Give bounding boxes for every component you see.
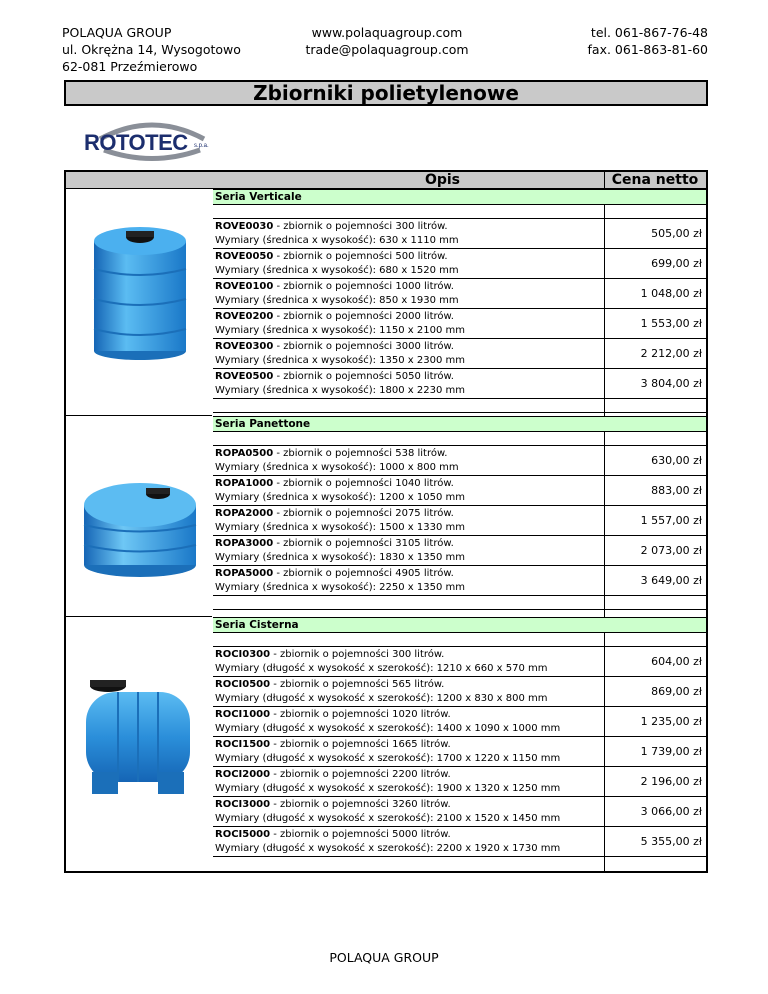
website-link[interactable]: www.polaquagroup.com [311,25,463,40]
product-code: ROCI1000 [215,709,271,720]
product-price: 3 649,00 zł [640,574,702,587]
product-price: 2 073,00 zł [640,544,702,557]
product-description [215,828,603,856]
logo-brand: ROTOTEC [84,130,188,155]
fax-number: fax. 061-863-81-60 [587,42,708,57]
product-price: 1 557,00 zł [640,514,702,527]
table-row [213,506,706,536]
product-description [215,477,603,505]
product-code: ROVE0050 [215,251,274,262]
product-description [215,340,603,368]
product-capacity: - zbiornik o pojemności 2075 litrów. [273,508,454,519]
product-code: ROPA1000 [215,478,274,489]
product-price: 1 553,00 zł [640,317,702,330]
product-price: 5 355,00 zł [640,835,702,848]
company-name: POLAQUA GROUP [62,25,172,40]
product-dimensions: Wymiary (długość x wysokość x szerokość): 1700 x 1220 x 1150 mm [215,753,561,764]
spacer-row [213,857,706,871]
product-price: 883,00 zł [651,484,702,497]
product-capacity: - zbiornik o pojemności 500 litrów. [273,251,448,262]
table-row [213,827,706,857]
product-capacity: - zbiornik o pojemności 565 litrów. [270,679,445,690]
phone-number: tel. 061-867-76-48 [590,25,708,40]
product-capacity: - zbiornik o pojemności 1665 litrów. [270,739,451,750]
product-dimensions: Wymiary (długość x wysokość x szerokość): 1400 x 1090 x 1000 mm [215,723,561,734]
spacer-row [213,596,706,610]
product-dimensions: Wymiary (średnica x wysokość): 1500 x 1330 mm [215,522,465,533]
product-dimensions: Wymiary (długość x wysokość x szerokość): 2100 x 1520 x 1450 mm [215,813,561,824]
table-row [213,737,706,767]
product-capacity: - zbiornik o pojemności 2200 litrów. [270,769,451,780]
table-row [213,767,706,797]
product-dimensions: Wymiary (średnica x wysokość): 2250 x 1350 mm [215,582,465,593]
table-row [213,707,706,737]
cisterna-tank-image [66,617,212,873]
product-code: ROPA2000 [215,508,274,519]
product-description [215,798,603,826]
product-code: ROVE0200 [215,311,274,322]
table-row [213,566,706,596]
product-code: ROPA5000 [215,568,274,579]
table-row [213,219,706,249]
price-table [64,170,708,873]
product-code: ROCI0500 [215,679,271,690]
product-price: 1 235,00 zł [640,715,702,728]
series-heading: Seria Panettone [213,416,706,432]
product-code: ROVE0300 [215,341,274,352]
product-capacity: - zbiornik o pojemności 2000 litrów. [273,311,454,322]
product-dimensions: Wymiary (długość x wysokość x szerokość): 1900 x 1320 x 1250 mm [215,783,561,794]
series-heading: Seria Verticale [213,189,706,205]
company-address [62,24,241,75]
email-link[interactable]: trade@polaquagroup.com [305,42,469,57]
product-capacity: - zbiornik o pojemności 300 litrów. [270,649,445,660]
product-description [215,648,603,676]
product-capacity: - zbiornik o pojemności 538 litrów. [273,448,448,459]
logo-suffix: s.p.a. [194,143,209,149]
product-description [215,708,603,736]
spacer-row [213,633,706,647]
product-capacity: - zbiornik o pojemności 1040 litrów. [273,478,454,489]
table-row [213,249,706,279]
product-price: 630,00 zł [651,454,702,467]
product-description [215,537,603,565]
product-code: ROCI2000 [215,769,271,780]
product-dimensions: Wymiary (średnica x wysokość): 1000 x 800 mm [215,462,459,473]
product-code: ROCI1500 [215,739,271,750]
product-price: 1 739,00 zł [640,745,702,758]
table-row [213,476,706,506]
column-header-description: Opis [424,172,460,188]
rototec-logo [82,117,222,165]
product-dimensions: Wymiary (długość x wysokość x szerokość): 2200 x 1920 x 1730 mm [215,843,561,854]
product-description [215,250,603,278]
table-row [213,309,706,339]
product-description [215,280,603,308]
product-code: ROCI0300 [215,649,271,660]
product-price: 3 804,00 zł [640,377,702,390]
product-price: 604,00 zł [651,655,702,668]
product-code: ROPA0500 [215,448,274,459]
product-capacity: - zbiornik o pojemności 300 litrów. [273,221,448,232]
product-description [215,507,603,535]
product-capacity: - zbiornik o pojemności 3260 litrów. [270,799,451,810]
product-dimensions: Wymiary (średnica x wysokość): 1800 x 2230 mm [215,385,465,396]
web-contact [302,24,472,58]
product-dimensions: Wymiary (średnica x wysokość): 680 x 1520 mm [215,265,459,276]
product-capacity: - zbiornik o pojemności 1020 litrów. [270,709,451,720]
series-heading: Seria Cisterna [213,617,706,633]
product-capacity: - zbiornik o pojemności 4905 litrów. [273,568,454,579]
product-price: 2 212,00 zł [640,347,702,360]
product-code: ROVE0500 [215,371,274,382]
table-row [213,339,706,369]
table-row [213,677,706,707]
product-description [215,678,603,706]
product-dimensions: Wymiary (długość x wysokość x szerokość): 1200 x 830 x 800 mm [215,693,548,704]
product-description [215,768,603,796]
product-price: 1 048,00 zł [640,287,702,300]
product-dimensions: Wymiary (długość x wysokość x szerokość): 1210 x 660 x 570 mm [215,663,548,674]
product-price: 699,00 zł [651,257,702,270]
product-code: ROCI3000 [215,799,271,810]
product-dimensions: Wymiary (średnica x wysokość): 1350 x 2300 mm [215,355,465,366]
product-dimensions: Wymiary (średnica x wysokość): 630 x 1110 mm [215,235,459,246]
product-price: 2 196,00 zł [640,775,702,788]
address-line-1: ul. Okrężna 14, Wysogotowo [62,42,241,57]
vertical-tank-image [66,189,212,416]
product-capacity: - zbiornik o pojemności 5050 litrów. [273,371,454,382]
product-description [215,447,603,475]
phone-contact [588,24,708,58]
column-header-price: Cena netto [611,172,699,188]
product-capacity: - zbiornik o pojemności 1000 litrów. [273,281,454,292]
table-row [213,797,706,827]
footer-company: POLAQUA GROUP [329,950,439,965]
product-capacity: - zbiornik o pojemności 3000 litrów. [273,341,454,352]
product-description [215,220,603,248]
spacer-row [213,399,706,413]
product-capacity: - zbiornik o pojemności 3105 litrów. [273,538,454,549]
product-description [215,370,603,398]
page-title: Zbiorniki polietylenowe [64,80,708,106]
product-code: ROVE0030 [215,221,274,232]
table-header [66,172,706,189]
product-dimensions: Wymiary (średnica x wysokość): 1830 x 1350 mm [215,552,465,563]
table-row [213,647,706,677]
table-row [213,446,706,476]
product-code: ROVE0100 [215,281,274,292]
product-price: 505,00 zł [651,227,702,240]
product-dimensions: Wymiary (średnica x wysokość): 1150 x 2100 mm [215,325,465,336]
product-capacity: - zbiornik o pojemności 5000 litrów. [270,829,451,840]
spacer-row [213,205,706,219]
address-line-2: 62-081 Przeźmierowo [62,59,198,74]
product-description [215,567,603,595]
table-row [213,536,706,566]
product-price: 869,00 zł [651,685,702,698]
product-description [215,738,603,766]
product-dimensions: Wymiary (średnica x wysokość): 850 x 1930 mm [215,295,459,306]
table-row [213,279,706,309]
product-dimensions: Wymiary (średnica x wysokość): 1200 x 1050 mm [215,492,465,503]
table-row [213,369,706,399]
product-code: ROPA3000 [215,538,274,549]
product-price: 3 066,00 zł [640,805,702,818]
product-code: ROCI5000 [215,829,271,840]
panettone-tank-image [66,416,212,617]
spacer-row [213,432,706,446]
product-description [215,310,603,338]
